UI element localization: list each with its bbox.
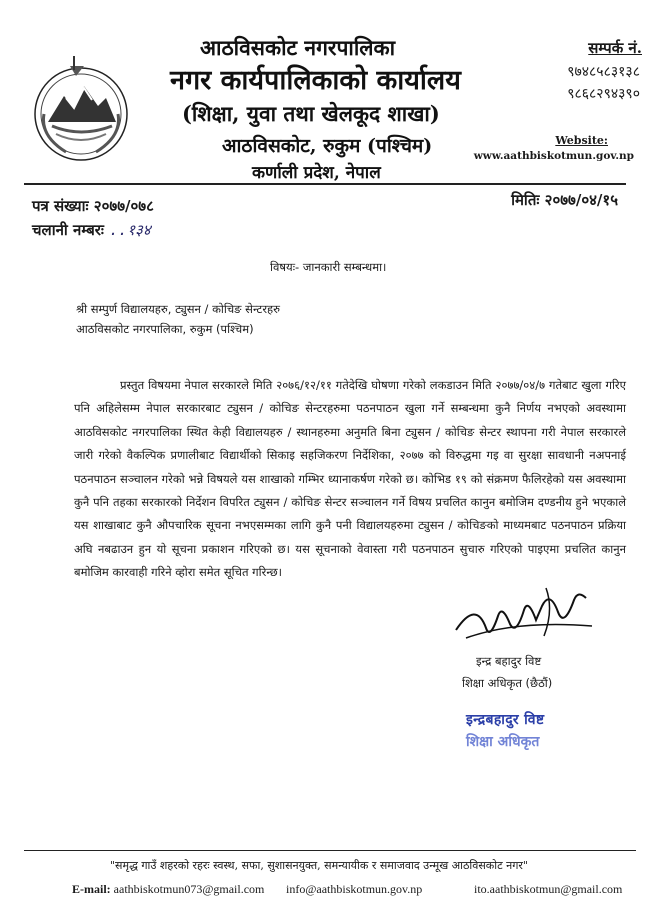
reference-label: पत्र संख्याः	[32, 197, 89, 215]
letter-subject: विषयः- जानकारी सम्बन्धमा।	[270, 260, 387, 274]
municipality-name: आठविसकोट नगरपालिका	[200, 35, 396, 60]
dispatch-number	[32, 220, 151, 240]
signer-name: इन्द्र बहादुर विष्ट	[476, 654, 542, 668]
letter-body: प्रस्तुत विषयमा नेपाल सरकारले मिति २०७६/१२/११ गतेदेखि घोषणा गरेको लकडाउन मिति २०७७/०४/७ गतेबाट खुला गरिए पनि अहिलेसम्म नेपाल सरकारबाट ट्युसन / कोचिङ सेन्टरहरुमा पठनपाठन खुला गर्ने सम्बन्धमा कुनै निर्णय नभएको अवस्थामा आठविसकोट नगरपालिका स्थित केही विद्यालयहरु / स्थानहरुमा अनुमति बिना ट्युसन / कोचिङ सेन्टर स्थापना गरी नेपाल सरकारले जारी गरेको वैकल्पिक प्रणालीबाट विद्यार्थीको सिकाइ सहजिकरण निर्देशिका, २०७७ को विरुद्धमा गइ वा सुरक्षा सावधानी नअपनाई पठनपाठन सञ्चालन गरेको भन्ने विषयले यस शाखाको गम्भिर ध्यानाकर्षण गरेको छ। कोभिड १९ को संक्रमण फैलिरहेको यस अवस्थामा कुनै पनि तहका सरकारको निर्देशन विपरित ट्युसन / कोचिङ सेन्टर सञ्चालन गर्ने विषय प्रचलित कानुन बमोजिम दण्डनीय हुने भएकाले यस शाखाबाट कुनै औपचारिक सूचना नभएसम्मका लागि कुनै पनी विद्यालयहरुमा ट्युसन / कोचिङको माध्यमबाट पठनपाठन प्रक्रिया अघि नबढाउन हुन यो सूचना प्रकाशन गरिएको छ। यस सूचनाको वेवास्ता गरी पठनपाठन सुचारु गरिएको पाइएमा प्रचलित कानुन बमोजिम कारवाही गरिने व्होरा समेत सूचित गरिन्छ।	[74, 378, 626, 580]
email-address-1: aathbiskotmun073@gmail.com	[113, 882, 265, 896]
nepal-emblem-icon	[26, 56, 136, 166]
stamp-name: इन्द्रबहादुर विष्ट	[466, 712, 545, 728]
header-divider	[24, 183, 626, 185]
phone-number-2: ९८६८२९४३९०	[567, 86, 640, 102]
recipient-line-1: श्री सम्पुर्ण विद्यालयहरु, ट्युसन / कोचिङ सेन्टरहरु	[76, 302, 281, 316]
handwritten-signature	[446, 580, 596, 650]
footer-email-3: ito.aathbiskotmun@gmail.com	[474, 882, 623, 896]
phone-number-1: ९७४८५८३१३८	[567, 64, 640, 80]
office-address: आठविसकोट, रुकुम (पश्चिम)	[222, 135, 433, 157]
date-label: मितिः	[511, 191, 540, 209]
contact-title: सम्पर्क नं.	[588, 39, 642, 57]
dispatch-label: चलानी नम्बरः	[32, 221, 104, 239]
reference-number	[32, 196, 154, 216]
letter-date	[511, 190, 618, 210]
footer-motto: "समृद्ध गाउँ शहरको रहरः स्वस्थ, सफा, सुशासनयुक्त, समन्यायीक र समाजवाद उन्मूख आठविसकोट नगर"	[110, 859, 528, 872]
date-value: २०७७/०४/१५	[544, 191, 618, 209]
footer-email-1	[72, 882, 264, 897]
section-name: (शिक्षा, युवा तथा खेलकूद शाखा)	[182, 101, 440, 126]
office-name: नगर कार्यपालिकाको कार्यालय	[170, 65, 461, 96]
website-url: www.aathbiskotmun.gov.np	[473, 150, 634, 162]
stamp-title: शिक्षा अधिकृत	[466, 734, 540, 750]
reference-value: २०७७/०७८	[93, 197, 154, 215]
footer-divider	[24, 850, 636, 851]
signer-title: शिक्षा अधिकृत (छैठौं)	[462, 676, 553, 690]
email-label: E-mail:	[72, 882, 111, 896]
dispatch-value: ..१३४	[109, 221, 151, 239]
footer-email-2: info@aathbiskotmun.gov.np	[286, 882, 423, 896]
recipient-line-2: आठविसकोट नगरपालिका, रुकुम (पश्चिम)	[76, 322, 254, 336]
website-label: Website:	[555, 134, 608, 147]
province-country: कर्णाली प्रदेश, नेपाल	[252, 163, 381, 183]
